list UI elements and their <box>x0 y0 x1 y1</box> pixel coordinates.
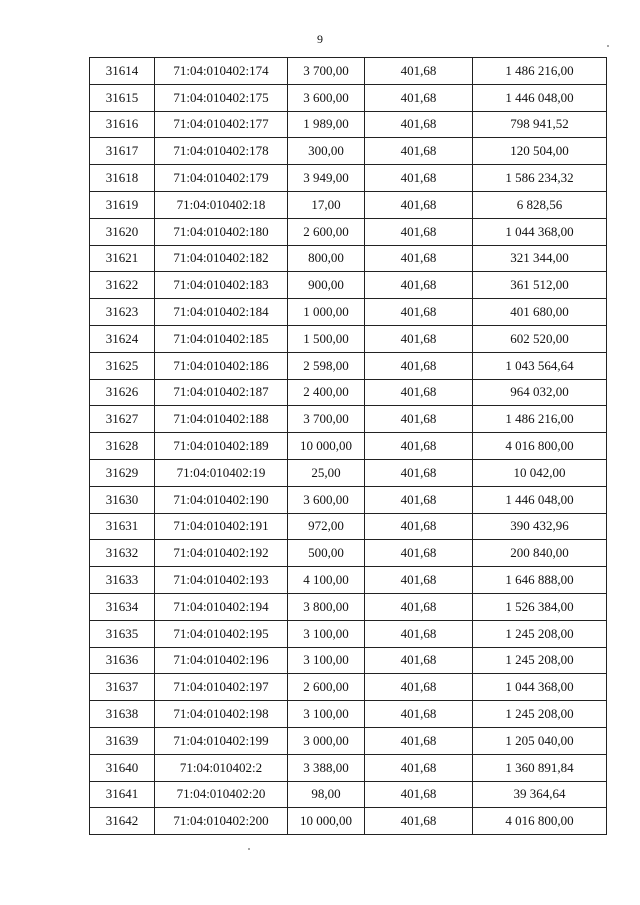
row-number-cell: 31614 <box>90 58 155 85</box>
area-cell: 1 000,00 <box>288 299 365 326</box>
row-number-cell: 31623 <box>90 299 155 326</box>
cadastral-value-cell: 200 840,00 <box>473 540 607 567</box>
area-cell: 3 000,00 <box>288 727 365 754</box>
cadastral-number-cell: 71:04:010402:198 <box>155 701 288 728</box>
rate-cell: 401,68 <box>365 325 473 352</box>
rate-cell: 401,68 <box>365 84 473 111</box>
row-number-cell: 31617 <box>90 138 155 165</box>
area-cell: 3 100,00 <box>288 701 365 728</box>
row-number-cell: 31631 <box>90 513 155 540</box>
rate-cell: 401,68 <box>365 58 473 85</box>
rate-cell: 401,68 <box>365 727 473 754</box>
table-row <box>90 191 607 218</box>
area-cell: 800,00 <box>288 245 365 272</box>
cadastral-value-cell: 390 432,96 <box>473 513 607 540</box>
rate-cell: 401,68 <box>365 352 473 379</box>
scan-speck <box>607 45 609 47</box>
table-row <box>90 459 607 486</box>
cadastral-value-cell: 602 520,00 <box>473 325 607 352</box>
area-cell: 3 600,00 <box>288 84 365 111</box>
cadastral-value-cell: 1 360 891,84 <box>473 754 607 781</box>
area-cell: 2 598,00 <box>288 352 365 379</box>
row-number-cell: 31625 <box>90 352 155 379</box>
cadastral-number-cell: 71:04:010402:194 <box>155 593 288 620</box>
row-number-cell: 31640 <box>90 754 155 781</box>
table-row <box>90 138 607 165</box>
table-row <box>90 245 607 272</box>
cadastral-number-cell: 71:04:010402:175 <box>155 84 288 111</box>
cadastral-value-cell: 1 586 234,32 <box>473 165 607 192</box>
cadastral-value-table <box>89 57 607 835</box>
table-row <box>90 325 607 352</box>
cadastral-number-cell: 71:04:010402:195 <box>155 620 288 647</box>
table-row <box>90 513 607 540</box>
row-number-cell: 31639 <box>90 727 155 754</box>
cadastral-value-cell: 1 044 368,00 <box>473 218 607 245</box>
row-number-cell: 31636 <box>90 647 155 674</box>
row-number-cell: 31633 <box>90 567 155 594</box>
rate-cell: 401,68 <box>365 433 473 460</box>
row-number-cell: 31629 <box>90 459 155 486</box>
rate-cell: 401,68 <box>365 218 473 245</box>
area-cell: 3 700,00 <box>288 58 365 85</box>
table-row <box>90 567 607 594</box>
area-cell: 500,00 <box>288 540 365 567</box>
cadastral-value-cell: 1 486 216,00 <box>473 406 607 433</box>
cadastral-value-cell: 1 044 368,00 <box>473 674 607 701</box>
table-row <box>90 540 607 567</box>
cadastral-number-cell: 71:04:010402:2 <box>155 754 288 781</box>
table-row <box>90 754 607 781</box>
area-cell: 17,00 <box>288 191 365 218</box>
area-cell: 300,00 <box>288 138 365 165</box>
rate-cell: 401,68 <box>365 379 473 406</box>
table-row <box>90 272 607 299</box>
row-number-cell: 31632 <box>90 540 155 567</box>
cadastral-number-cell: 71:04:010402:186 <box>155 352 288 379</box>
row-number-cell: 31642 <box>90 808 155 835</box>
cadastral-value-cell: 964 032,00 <box>473 379 607 406</box>
table-row <box>90 406 607 433</box>
cadastral-number-cell: 71:04:010402:179 <box>155 165 288 192</box>
rate-cell: 401,68 <box>365 459 473 486</box>
rate-cell: 401,68 <box>365 701 473 728</box>
cadastral-number-cell: 71:04:010402:189 <box>155 433 288 460</box>
area-cell: 10 000,00 <box>288 433 365 460</box>
area-cell: 3 600,00 <box>288 486 365 513</box>
area-cell: 3 100,00 <box>288 647 365 674</box>
cadastral-number-cell: 71:04:010402:18 <box>155 191 288 218</box>
row-number-cell: 31628 <box>90 433 155 460</box>
cadastral-value-cell: 10 042,00 <box>473 459 607 486</box>
cadastral-number-cell: 71:04:010402:184 <box>155 299 288 326</box>
area-cell: 1 500,00 <box>288 325 365 352</box>
cadastral-value-cell: 401 680,00 <box>473 299 607 326</box>
cadastral-number-cell: 71:04:010402:199 <box>155 727 288 754</box>
cadastral-number-cell: 71:04:010402:185 <box>155 325 288 352</box>
rate-cell: 401,68 <box>365 299 473 326</box>
row-number-cell: 31621 <box>90 245 155 272</box>
rate-cell: 401,68 <box>365 245 473 272</box>
row-number-cell: 31635 <box>90 620 155 647</box>
table-row <box>90 218 607 245</box>
rate-cell: 401,68 <box>365 513 473 540</box>
table-row <box>90 58 607 85</box>
row-number-cell: 31638 <box>90 701 155 728</box>
table-row <box>90 84 607 111</box>
cadastral-number-cell: 71:04:010402:192 <box>155 540 288 567</box>
cadastral-value-cell: 1 043 564,64 <box>473 352 607 379</box>
row-number-cell: 31622 <box>90 272 155 299</box>
cadastral-value-cell: 1 205 040,00 <box>473 727 607 754</box>
cadastral-number-cell: 71:04:010402:197 <box>155 674 288 701</box>
cadastral-number-cell: 71:04:010402:191 <box>155 513 288 540</box>
row-number-cell: 31641 <box>90 781 155 808</box>
cadastral-value-cell: 6 828,56 <box>473 191 607 218</box>
cadastral-value-cell: 1 446 048,00 <box>473 486 607 513</box>
cadastral-number-cell: 71:04:010402:193 <box>155 567 288 594</box>
row-number-cell: 31618 <box>90 165 155 192</box>
cadastral-number-cell: 71:04:010402:183 <box>155 272 288 299</box>
cadastral-number-cell: 71:04:010402:177 <box>155 111 288 138</box>
cadastral-number-cell: 71:04:010402:180 <box>155 218 288 245</box>
cadastral-value-cell: 361 512,00 <box>473 272 607 299</box>
table-row <box>90 620 607 647</box>
area-cell: 900,00 <box>288 272 365 299</box>
table-row <box>90 701 607 728</box>
area-cell: 1 989,00 <box>288 111 365 138</box>
row-number-cell: 31630 <box>90 486 155 513</box>
area-cell: 3 388,00 <box>288 754 365 781</box>
cadastral-number-cell: 71:04:010402:196 <box>155 647 288 674</box>
cadastral-number-cell: 71:04:010402:178 <box>155 138 288 165</box>
area-cell: 972,00 <box>288 513 365 540</box>
cadastral-value-cell: 39 364,64 <box>473 781 607 808</box>
rate-cell: 401,68 <box>365 165 473 192</box>
rate-cell: 401,68 <box>365 593 473 620</box>
cadastral-number-cell: 71:04:010402:20 <box>155 781 288 808</box>
cadastral-number-cell: 71:04:010402:182 <box>155 245 288 272</box>
row-number-cell: 31615 <box>90 84 155 111</box>
area-cell: 2 600,00 <box>288 674 365 701</box>
table-row <box>90 808 607 835</box>
row-number-cell: 31620 <box>90 218 155 245</box>
area-cell: 3 949,00 <box>288 165 365 192</box>
table-row <box>90 299 607 326</box>
table-row <box>90 781 607 808</box>
rate-cell: 401,68 <box>365 754 473 781</box>
row-number-cell: 31637 <box>90 674 155 701</box>
cadastral-value-cell: 1 526 384,00 <box>473 593 607 620</box>
row-number-cell: 31627 <box>90 406 155 433</box>
cadastral-value-cell: 1 646 888,00 <box>473 567 607 594</box>
cadastral-number-cell: 71:04:010402:188 <box>155 406 288 433</box>
cadastral-value-cell: 4 016 800,00 <box>473 433 607 460</box>
cadastral-number-cell: 71:04:010402:19 <box>155 459 288 486</box>
table-row <box>90 593 607 620</box>
row-number-cell: 31624 <box>90 325 155 352</box>
area-cell: 3 700,00 <box>288 406 365 433</box>
area-cell: 4 100,00 <box>288 567 365 594</box>
area-cell: 25,00 <box>288 459 365 486</box>
area-cell: 3 100,00 <box>288 620 365 647</box>
area-cell: 3 800,00 <box>288 593 365 620</box>
area-cell: 98,00 <box>288 781 365 808</box>
rate-cell: 401,68 <box>365 111 473 138</box>
scan-speck <box>248 848 250 850</box>
table-row <box>90 486 607 513</box>
cadastral-number-cell: 71:04:010402:174 <box>155 58 288 85</box>
rate-cell: 401,68 <box>365 486 473 513</box>
cadastral-value-cell: 798 941,52 <box>473 111 607 138</box>
cadastral-value-cell: 1 245 208,00 <box>473 701 607 728</box>
area-cell: 10 000,00 <box>288 808 365 835</box>
row-number-cell: 31619 <box>90 191 155 218</box>
cadastral-number-cell: 71:04:010402:200 <box>155 808 288 835</box>
cadastral-value-cell: 1 446 048,00 <box>473 84 607 111</box>
table-row <box>90 433 607 460</box>
rate-cell: 401,68 <box>365 620 473 647</box>
cadastral-value-cell: 4 016 800,00 <box>473 808 607 835</box>
row-number-cell: 31626 <box>90 379 155 406</box>
rate-cell: 401,68 <box>365 272 473 299</box>
rate-cell: 401,68 <box>365 540 473 567</box>
rate-cell: 401,68 <box>365 674 473 701</box>
table-row <box>90 379 607 406</box>
row-number-cell: 31616 <box>90 111 155 138</box>
rate-cell: 401,68 <box>365 647 473 674</box>
area-cell: 2 400,00 <box>288 379 365 406</box>
cadastral-number-cell: 71:04:010402:187 <box>155 379 288 406</box>
cadastral-value-cell: 120 504,00 <box>473 138 607 165</box>
table-row <box>90 647 607 674</box>
table-row <box>90 727 607 754</box>
cadastral-number-cell: 71:04:010402:190 <box>155 486 288 513</box>
row-number-cell: 31634 <box>90 593 155 620</box>
table-body <box>90 58 607 835</box>
area-cell: 2 600,00 <box>288 218 365 245</box>
table-row <box>90 674 607 701</box>
rate-cell: 401,68 <box>365 781 473 808</box>
cadastral-value-cell: 1 245 208,00 <box>473 647 607 674</box>
cadastral-value-cell: 1 486 216,00 <box>473 58 607 85</box>
table-row <box>90 352 607 379</box>
page-number: 9 <box>317 32 323 46</box>
rate-cell: 401,68 <box>365 191 473 218</box>
cadastral-value-cell: 321 344,00 <box>473 245 607 272</box>
table-row <box>90 111 607 138</box>
rate-cell: 401,68 <box>365 406 473 433</box>
rate-cell: 401,68 <box>365 567 473 594</box>
table-row <box>90 165 607 192</box>
rate-cell: 401,68 <box>365 808 473 835</box>
rate-cell: 401,68 <box>365 138 473 165</box>
cadastral-value-cell: 1 245 208,00 <box>473 620 607 647</box>
